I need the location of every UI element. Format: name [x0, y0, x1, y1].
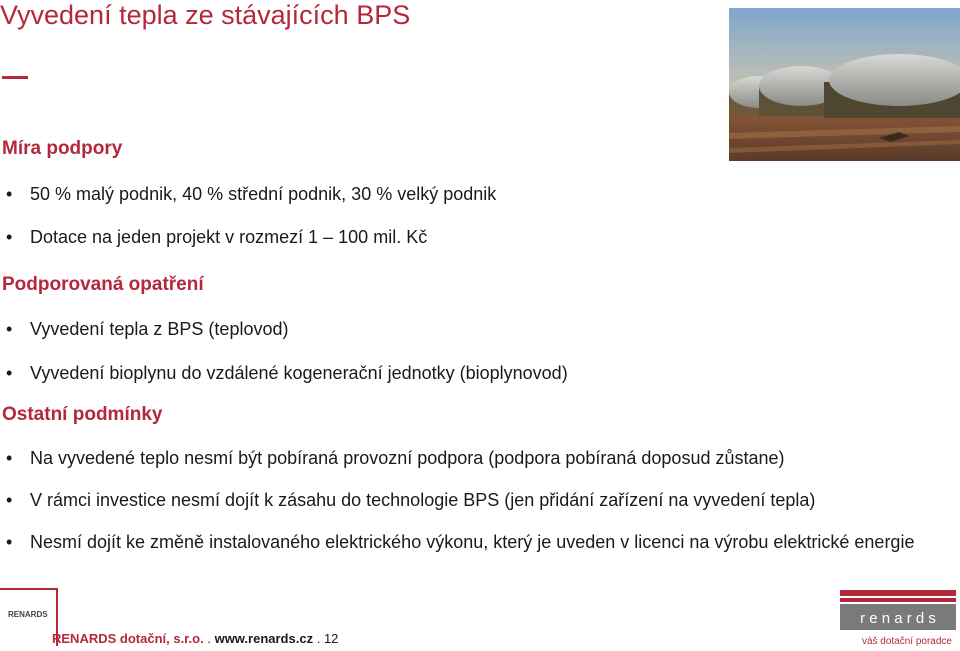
bullet-icon: • — [6, 319, 13, 339]
list-item-text: Vyvedení bioplynu do vzdálené kogenerační jednotky (bioplynovod) — [30, 363, 568, 383]
page-number: 12 — [323, 631, 339, 646]
logo-name: r e n a r d s — [860, 610, 936, 627]
footer-company: RENARDS dotační, s.r.o. — [52, 631, 204, 646]
logo-small-label: RENARDS — [8, 610, 48, 619]
list-item-text: Nesmí dojít ke změně instalovaného elektrického výkonu, který je uveden v licenci na výrobu elektrické energie — [30, 532, 915, 552]
bullet-icon: • — [6, 227, 13, 247]
renards-logo — [840, 590, 956, 646]
bullet-icon: • — [6, 490, 13, 510]
biogas-plant-photo — [729, 8, 960, 161]
section-heading-podporovana-opatreni: Podporovaná opatření — [2, 274, 204, 295]
footer-url-link[interactable]: www.renards.cz — [214, 631, 314, 646]
footer-logo-small — [0, 588, 58, 646]
footer-separator: . — [207, 631, 211, 646]
section-heading-ostatni-podminky: Ostatní podmínky — [2, 404, 163, 425]
bullet-icon: • — [6, 184, 13, 204]
title-underline — [2, 76, 28, 79]
bullet-icon: • — [6, 532, 13, 552]
list-item-text: Vyvedení tepla z BPS (teplovod) — [30, 319, 289, 339]
list-item-text: Na vyvedené teplo nesmí být pobíraná provozní podpora (podpora pobíraná doposud zůstane) — [30, 448, 785, 468]
list-item-text: 50 % malý podnik, 40 % střední podnik, 30 % velký podnik — [30, 184, 497, 204]
list-item-text: Dotace na jeden projekt v rozmezí 1 – 100 mil. Kč — [30, 227, 428, 247]
list-item-text: V rámci investice nesmí dojít k zásahu do technologie BPS (jen přidání zařízení na vyvedení tepla) — [30, 490, 816, 510]
bullet-icon: • — [6, 448, 13, 468]
bullet-icon: • — [6, 363, 13, 383]
footer-separator: . — [316, 631, 321, 646]
slide-title: Vyvedení tepla ze stávajících BPS — [0, 0, 411, 30]
section-heading-mira-podpory: Míra podpory — [2, 138, 123, 159]
logo-tagline: váš dotační poradce — [861, 636, 952, 646]
footer-text — [52, 631, 338, 646]
